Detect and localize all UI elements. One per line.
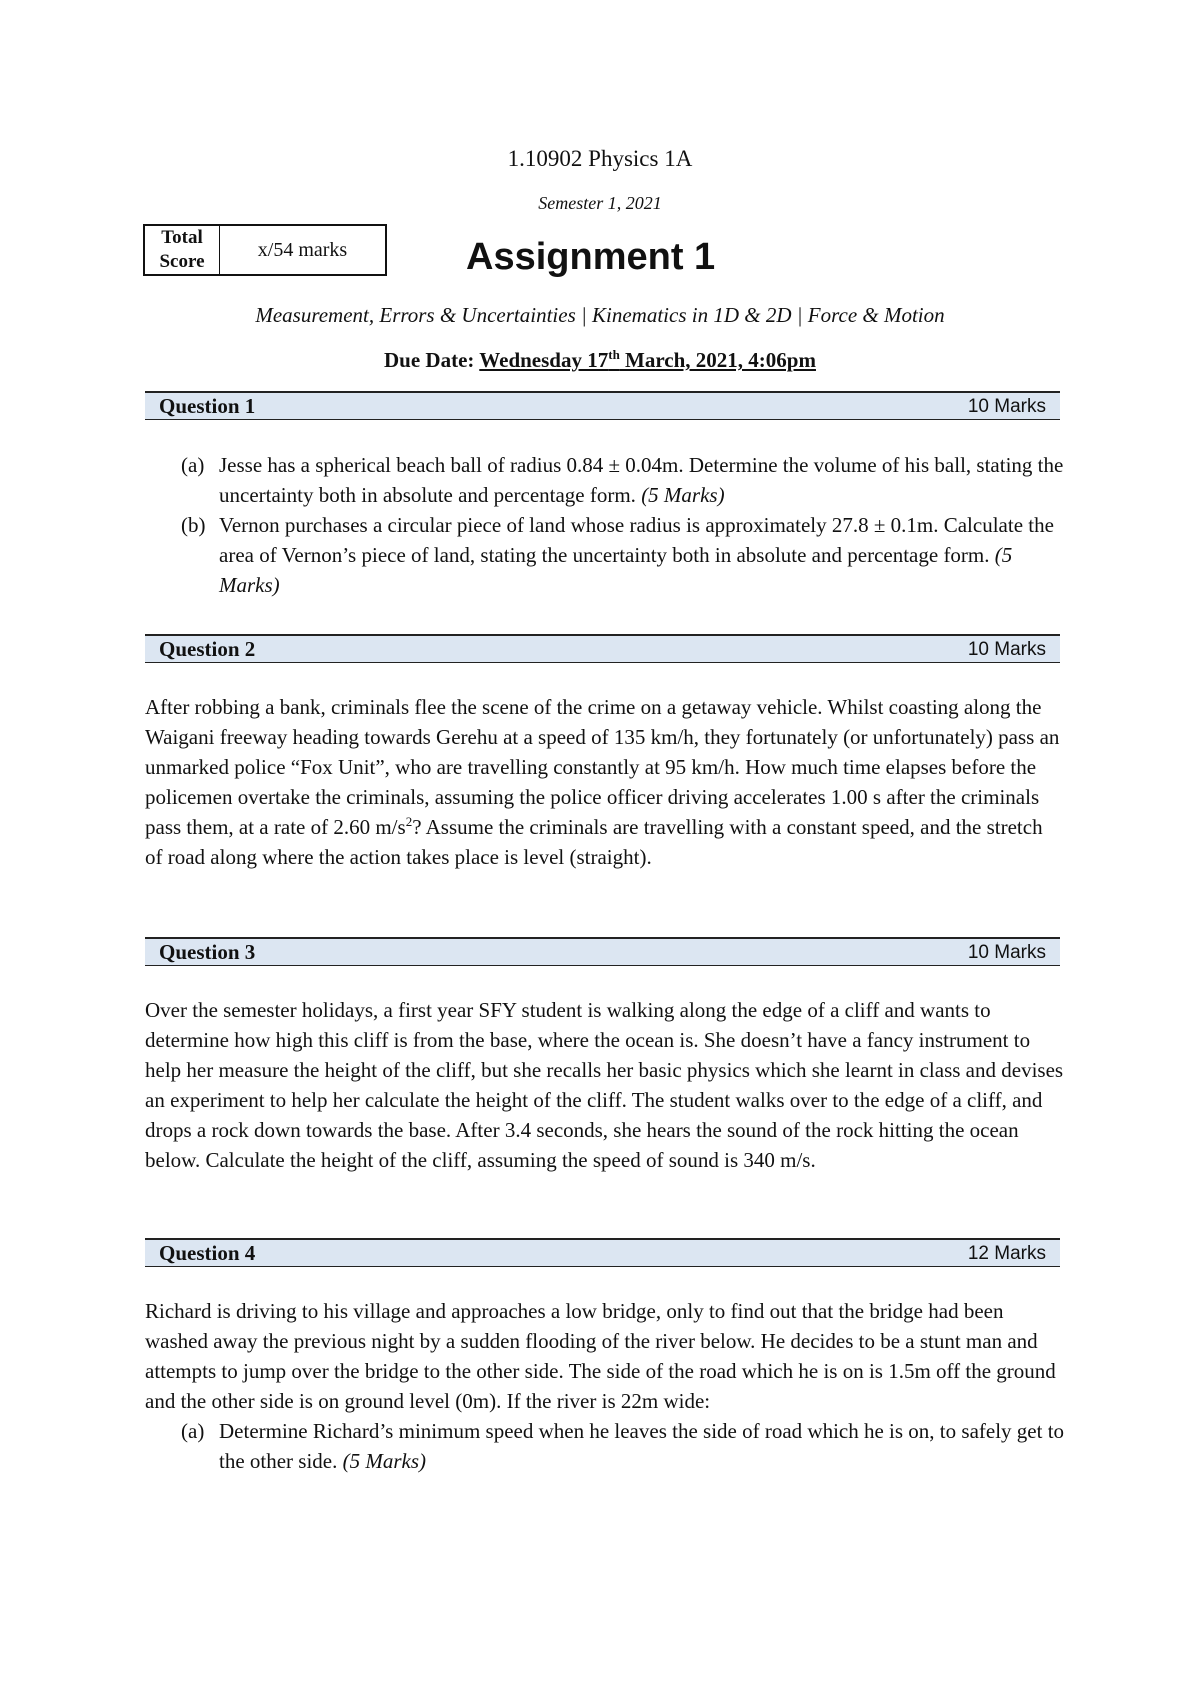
question-3-header — [145, 937, 1060, 966]
question-2-header — [145, 634, 1060, 663]
question-4-marks: 12 Marks — [967, 1243, 1046, 1264]
question-4-text: Richard is driving to his village and approaches a low bridge, only to find out that the bridge had been washed away the previous night by a sudden flooding of the river below. He decides to be a stunt man and attempts to jump over the bridge to the other side. The side of the road which he is on is 1.5m off the ground and the other side is on ground level (0m). If the river is 22m wide: — [145, 1299, 1056, 1413]
question-2-text-sup: 2 — [405, 814, 413, 829]
question-2-text-b: ? Assume the criminals are travelling with a constant speed, and the stretch of road along where the action takes place is level (straight). — [145, 815, 1043, 869]
question-4-title: Question 4 — [159, 1241, 256, 1265]
question-1-part-a-marks: (5 Marks) — [641, 483, 725, 507]
question-2-text-a: After robbing a bank, criminals flee the scene of the crime on a getaway vehicle. Whilst coasting along the Waigani freeway heading towards Gerehu at a speed of 135 km/h, they fortunately (or unfortunately) pass an unmarked police “Fox Unit”, who are travelling constantly at 95 km/h. How much time elapses before the policemen overtake the criminals, assuming the police officer driving accelerates 1.00 s after the criminals pass them, at a rate of 2.60 m/s — [145, 695, 1060, 839]
total-score-label-line1: Total — [161, 227, 203, 248]
question-3-text: Over the semester holidays, a first year SFY student is walking along the edge of a cliff and wants to determine how high this cliff is from the base, where the ocean is. She doesn’t have a fancy instrument to help her measure the height of the cliff, but she recalls her basic physics which she learnt in class and devises an experiment to help her calculate the height of the cliff. The student walks over to the edge of a cliff, and drops a rock down towards the base. After 3.4 seconds, she hears the sound of the rock hitting the ocean below. Calculate the height of the cliff, assuming the speed of sound is 340 m/s. — [145, 998, 1064, 1172]
question-1-parts — [145, 450, 1065, 600]
course-title: 1.10902 Physics 1A — [507, 146, 693, 171]
total-score-label-line2: Score — [159, 251, 205, 272]
question-2-marks: 10 Marks — [967, 639, 1046, 660]
question-2-text — [145, 692, 1065, 872]
question-1-part-b-label: (b) — [181, 513, 206, 537]
question-4-part-a-label: (a) — [181, 1419, 205, 1443]
question-1-part-b-text: Vernon purchases a circular piece of land whose radius is approximately 27.8 ± 0.1m. Calculate the area of Vernon’s piece of land, stating the uncertainty both in absolute and percentage form. — [219, 513, 1054, 567]
question-2-title: Question 2 — [159, 637, 256, 661]
question-4-part-a-text: Determine Richard’s minimum speed when he leaves the side of road which he is on, to safely get to the other side. — [219, 1419, 1065, 1473]
due-date-value — [479, 348, 816, 372]
question-1-part-b-marks: (5 Marks) — [219, 543, 1013, 597]
due-date-day: Wednesday 17 — [479, 348, 609, 372]
question-1-title: Question 1 — [159, 394, 256, 418]
question-4-part-a-marks: (5 Marks) — [342, 1449, 427, 1473]
question-1-part-a-text: Jesse has a spherical beach ball of radius 0.84 ± 0.04m. Determine the volume of his ball, stating the uncertainty both in absolute and percentage form. — [219, 453, 1064, 507]
due-date-sup: th — [608, 347, 620, 362]
total-score-label — [145, 226, 220, 274]
total-score-box — [143, 224, 387, 276]
question-1-marks: 10 Marks — [967, 396, 1046, 417]
total-score-value: x/54 marks — [257, 238, 348, 261]
due-date — [0, 347, 1200, 373]
question-4-part-a — [145, 1416, 1065, 1476]
due-date-label: Due Date: — [384, 348, 475, 372]
question-1-part-b — [145, 510, 1065, 600]
semester-label: Semester 1, 2021 — [538, 193, 662, 213]
question-3-marks: 10 Marks — [967, 942, 1046, 963]
assignment-title: Assignment 1 — [466, 236, 716, 278]
topics-line: Measurement, Errors & Uncertainties | Kinematics in 1D & 2D | Force & Motion — [255, 303, 945, 327]
due-date-rest: March, 2021, 4:06pm — [619, 348, 816, 372]
question-4-body — [145, 1296, 1065, 1476]
question-4-header — [145, 1238, 1060, 1267]
question-3-title: Question 3 — [159, 940, 256, 964]
question-1-header — [145, 391, 1060, 420]
question-1-part-a-label: (a) — [181, 453, 205, 477]
question-1-part-a — [145, 450, 1065, 510]
